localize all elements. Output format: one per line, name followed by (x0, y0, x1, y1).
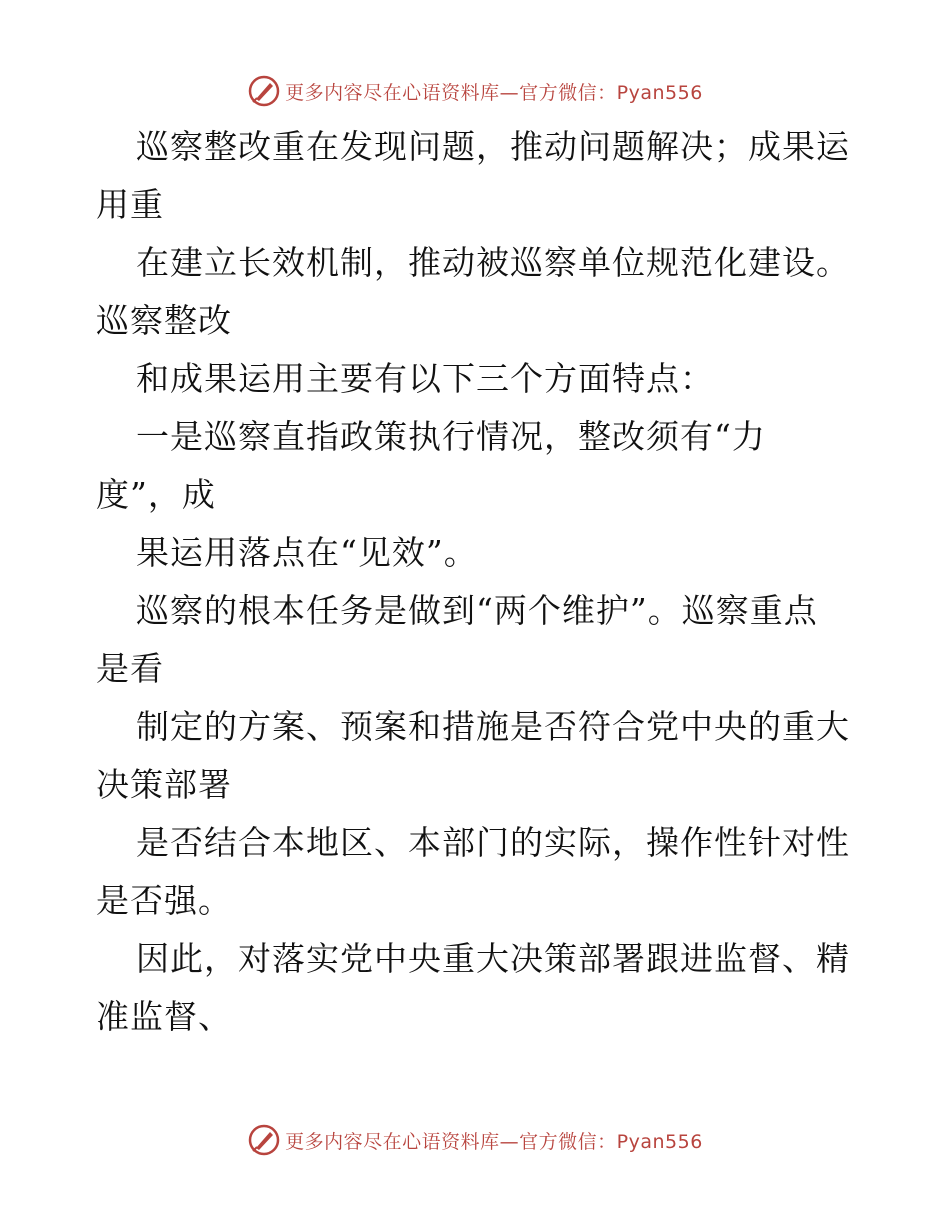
text-line: 果运用落点在“见效”。 (136, 533, 478, 572)
quill-logo-icon (247, 1123, 281, 1157)
footer-watermark (0, 1120, 950, 1160)
quill-logo-icon (247, 74, 281, 108)
text-line: 是看 (96, 649, 164, 688)
document-body (96, 118, 856, 1046)
text-line: 在建立长效机制，推动被巡察单位规范化建设。 (136, 243, 850, 282)
watermark-text: 更多内容尽在心语资料库—官方微信：Pyan556 (285, 81, 703, 104)
text-line: 和成果运用主要有以下三个方面特点： (136, 359, 714, 398)
text-line: 因此，对落实党中央重大决策部署跟进监督、精 (136, 939, 850, 978)
text-line: 用重 (96, 185, 164, 224)
text-line: 准监督、 (96, 997, 232, 1036)
text-line: 是否结合本地区、本部门的实际，操作性针对性 (136, 823, 850, 862)
text-line: 制定的方案、预案和措施是否符合党中央的重大 (136, 707, 850, 746)
text-line: 一是巡察直指政策执行情况，整改须有“力 (136, 417, 766, 456)
watermark-text: 更多内容尽在心语资料库—官方微信：Pyan556 (285, 1130, 703, 1153)
text-line: 决策部署 (96, 765, 232, 804)
header-watermark (0, 71, 950, 111)
text-line: 巡察的根本任务是做到“两个维护”。巡察重点 (136, 591, 818, 630)
text-line: 巡察整改 (96, 301, 232, 340)
text-line: 度”，成 (96, 475, 216, 514)
text-line: 巡察整改重在发现问题，推动问题解决；成果运 (136, 127, 850, 166)
text-line: 是否强。 (96, 881, 232, 920)
